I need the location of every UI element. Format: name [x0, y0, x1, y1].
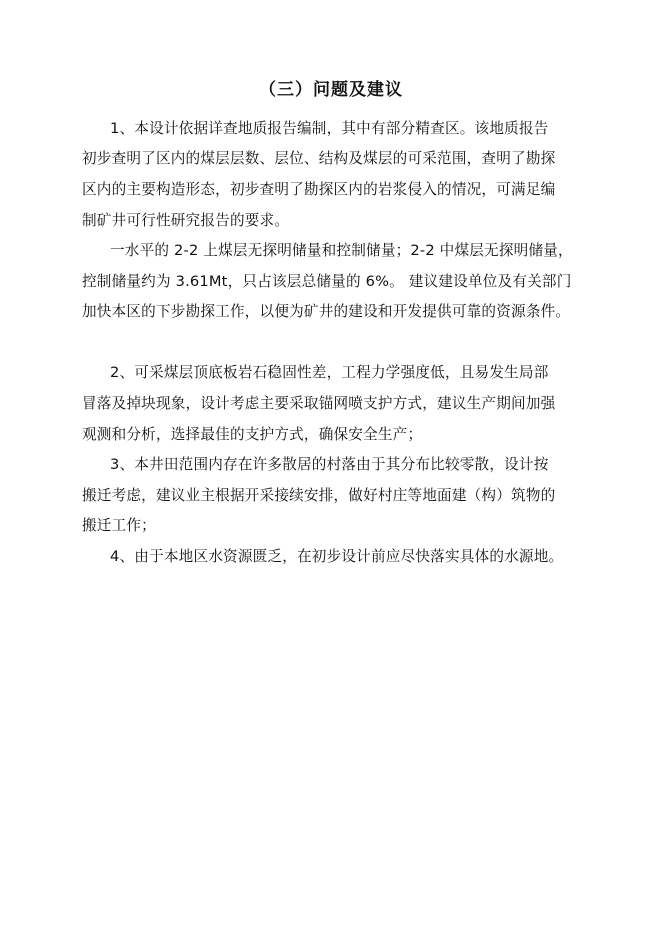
paragraph-2-line-2: 控制储量约为 3.61Mt，只占该层总储量的 6%。 建议建设单位及有关部门: [82, 273, 572, 290]
paragraph-1-line-4: 制矿井可行性研究报告的要求。: [82, 212, 290, 229]
paragraph-4-line-1: 3、本井田范围内存在许多散居的村落由于其分布比较零散，设计按: [110, 456, 549, 473]
paragraph-1-line-3: 区内的主要构造形态，初步查明了勘探区内的岩浆侵入的情况，可满足编: [82, 181, 556, 198]
paragraph-2-line-1: 一水平的 2-2 上煤层无探明储量和控制储量；2-2 中煤层无探明储量，: [110, 242, 573, 259]
paragraph-4-line-2: 搬迁考虑，建议业主根据开采接续安排，做好村庄等地面建（构）筑物的: [82, 487, 556, 504]
paragraph-4-line-3: 搬迁工作；: [82, 517, 156, 534]
paragraph-3-line-3: 观测和分析，选择最佳的支护方式，确保安全生产；: [82, 426, 423, 443]
paragraph-1-line-2: 初步查明了区内的煤层层数、层位、结构及煤层的可采范围，查明了勘探: [82, 150, 556, 167]
paragraph-3-line-2: 冒落及掉块现象，设计考虑主要采取锚网喷支护方式，建议生产期间加强: [82, 395, 556, 412]
paragraph-1-line-1: 1、本设计依据详查地质报告编制，其中有部分精查区。该地质报告: [110, 120, 549, 137]
paragraph-5-line-1: 4、由于本地区水资源匮乏，在初步设计前应尽快落实具体的水源地。: [110, 548, 564, 565]
paragraph-3-line-1: 2、可采煤层顶底板岩石稳固性差，工程力学强度低，且易发生局部: [110, 364, 549, 381]
section-title: （三）问题及建议: [259, 80, 403, 100]
paragraph-2-line-3: 加快本区的下步勘探工作，以便为矿井的建设和开发提供可靠的资源条件。: [82, 303, 571, 320]
